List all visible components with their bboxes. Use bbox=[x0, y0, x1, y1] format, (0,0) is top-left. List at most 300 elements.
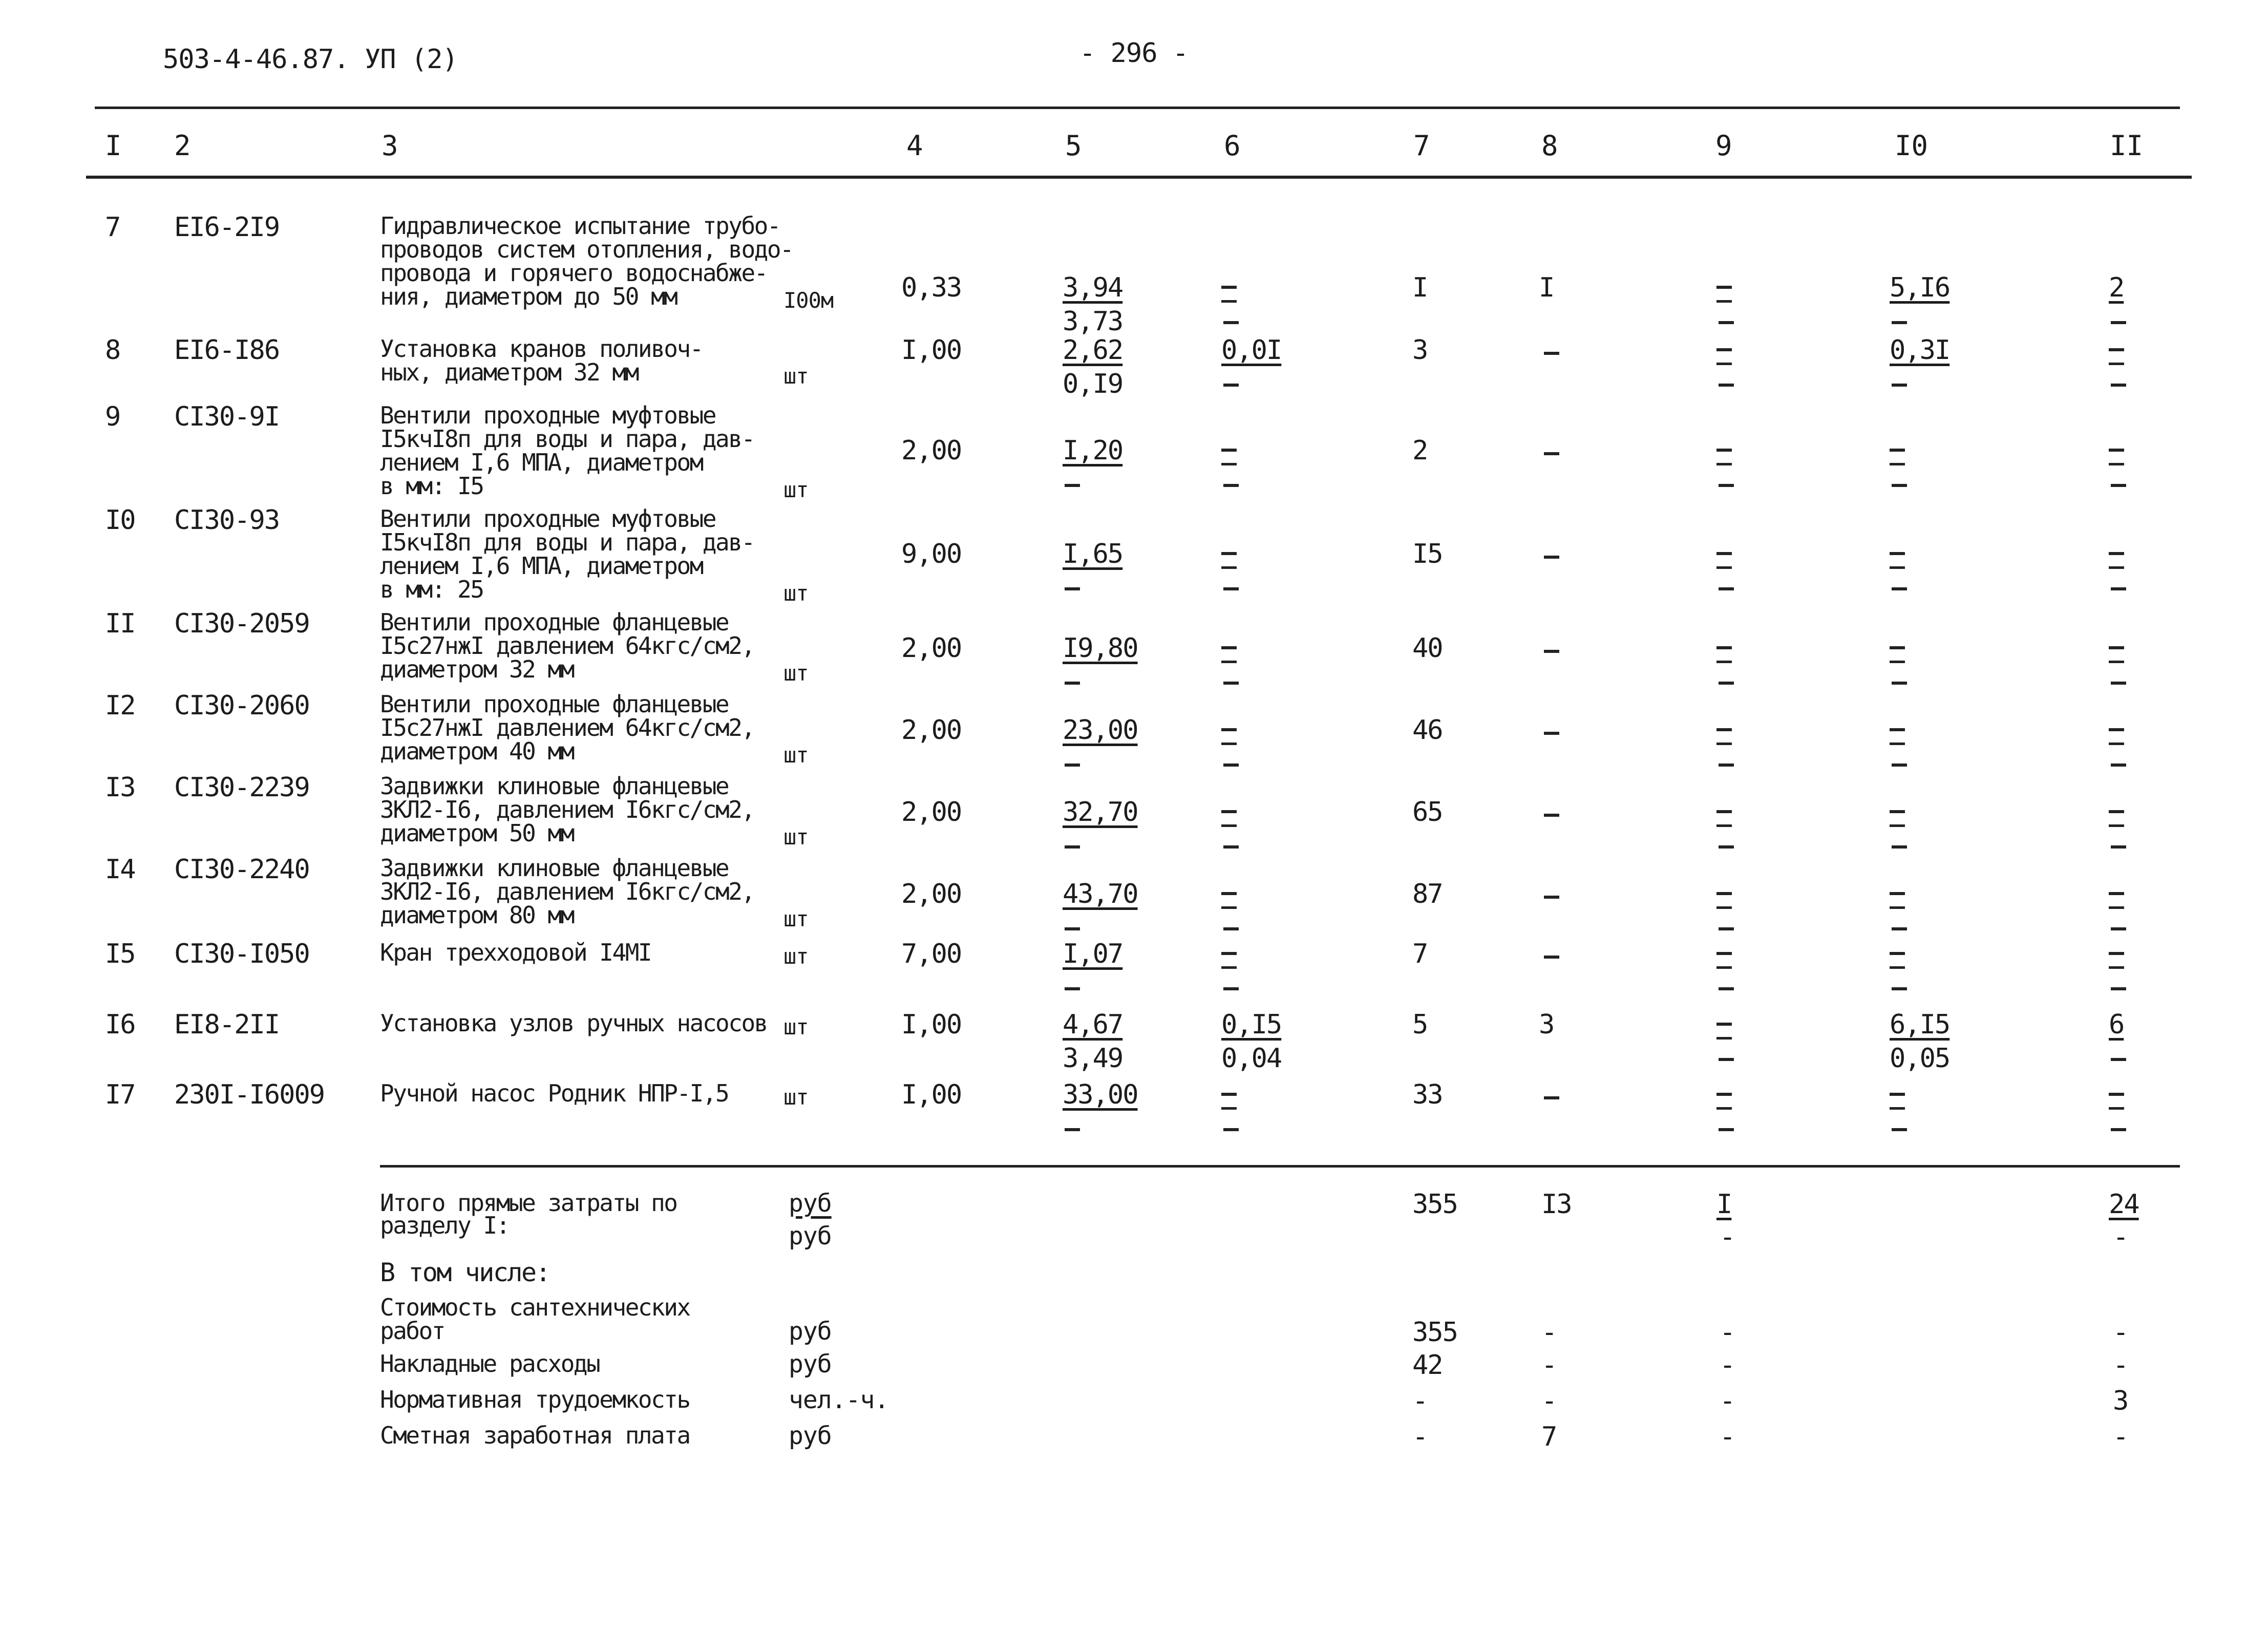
column-header: 8 bbox=[1541, 130, 1558, 162]
col7: I5 bbox=[1412, 539, 1443, 569]
top-rule bbox=[95, 107, 2180, 109]
row-description-line: лением I,6 МПА, диаметром bbox=[380, 552, 703, 580]
col10-dash bbox=[1892, 587, 1907, 590]
col9-top bbox=[1716, 810, 1732, 829]
row-description-line: диаметром 50 мм bbox=[380, 819, 574, 847]
col10-dash bbox=[1890, 952, 1905, 969]
page-number: - 296 - bbox=[1079, 38, 1189, 69]
totals-col7: 355 bbox=[1412, 1189, 1457, 1220]
row-description-line: в мм: 25 bbox=[380, 576, 483, 603]
column-header: II bbox=[2110, 130, 2144, 162]
col8: I bbox=[1539, 272, 1554, 303]
row-number: I3 bbox=[105, 772, 135, 803]
row-code: CI30-2239 bbox=[174, 772, 309, 803]
column-header: 2 bbox=[174, 130, 191, 162]
row-description-line: диаметром 80 мм bbox=[380, 901, 574, 929]
totals-line-c9: - bbox=[1720, 1386, 1735, 1416]
totals-line-label: Накладные расходы bbox=[380, 1350, 600, 1377]
row-unit: I00м bbox=[783, 288, 834, 313]
col11-bottom bbox=[2111, 584, 2126, 592]
col9-dash bbox=[1716, 952, 1732, 969]
col9-dash bbox=[1719, 587, 1734, 590]
row-description-line: I5с27нжI давлением 64кгс/см2, bbox=[380, 632, 754, 660]
col11-dash bbox=[2111, 484, 2126, 487]
col9-bottom bbox=[1719, 1054, 1734, 1063]
row-code: CI30-9I bbox=[174, 401, 280, 432]
col6-bottom: 0,04 bbox=[1221, 1043, 1282, 1074]
col10-top bbox=[1890, 892, 1905, 910]
totals-line-c9: - bbox=[1720, 1350, 1735, 1381]
totals-line-label: Нормативная трудоемкость bbox=[380, 1386, 690, 1413]
totals-line-c7: 42 bbox=[1412, 1350, 1443, 1381]
col8 bbox=[1544, 1093, 1559, 1101]
col10-dash bbox=[1892, 987, 1907, 990]
col11-bottom bbox=[2111, 984, 2126, 992]
col9-dash bbox=[1719, 1128, 1734, 1131]
col9-top bbox=[1716, 892, 1732, 910]
row-description-line: в мм: I5 bbox=[380, 472, 483, 500]
col6-bottom bbox=[1223, 317, 1239, 326]
col10-bottom: 0,05 bbox=[1890, 1043, 1950, 1074]
col6-dash bbox=[1223, 987, 1239, 990]
col5-dash bbox=[1065, 845, 1080, 849]
col5-bottom bbox=[1065, 1125, 1080, 1133]
col6-dash bbox=[1223, 321, 1239, 324]
col11-dash bbox=[2111, 587, 2126, 590]
including-label: В том числе: bbox=[380, 1258, 550, 1287]
col8 bbox=[1544, 552, 1559, 560]
totals-line-c7: - bbox=[1412, 1422, 1428, 1452]
row-quantity: 2,00 bbox=[901, 633, 962, 664]
col7: 5 bbox=[1412, 1009, 1428, 1040]
totals-line-unit: чел.-ч. bbox=[789, 1386, 889, 1414]
col11-dash bbox=[2109, 1093, 2124, 1110]
col6-bottom bbox=[1223, 924, 1239, 932]
row-number: 9 bbox=[105, 401, 120, 432]
col8: 3 bbox=[1539, 1009, 1554, 1040]
col10-top bbox=[1890, 1093, 1905, 1111]
col9-dash bbox=[1716, 552, 1732, 569]
col7: I bbox=[1412, 272, 1428, 303]
col8 bbox=[1544, 348, 1559, 356]
row-description-line: Задвижки клиновые фланцевые bbox=[380, 854, 729, 882]
col11-dash bbox=[2111, 927, 2126, 930]
col9-dash bbox=[1719, 987, 1734, 990]
column-header: 9 bbox=[1715, 130, 1732, 162]
col5-bottom bbox=[1065, 760, 1080, 768]
col9-dash bbox=[1719, 384, 1734, 387]
col8 bbox=[1544, 449, 1559, 457]
col11-dash bbox=[2111, 682, 2126, 685]
col10-dash bbox=[1892, 927, 1907, 930]
col9-dash bbox=[1719, 764, 1734, 767]
totals-label-line: разделу I: bbox=[380, 1212, 509, 1239]
col9-dash bbox=[1716, 1023, 1732, 1040]
col6-bottom bbox=[1223, 480, 1239, 489]
col10-dash bbox=[1890, 1093, 1905, 1110]
row-description-line: ния, диаметром до 50 мм bbox=[380, 283, 677, 310]
col11-top bbox=[2109, 348, 2124, 367]
col11-dash bbox=[2109, 952, 2124, 969]
col11-dash bbox=[2109, 348, 2124, 365]
col5-bottom bbox=[1065, 480, 1080, 489]
totals-line-unit: руб bbox=[789, 1422, 832, 1450]
row-quantity: I,00 bbox=[901, 335, 962, 366]
row-description-line: I5кчI8п для воды и пара, дав- bbox=[380, 425, 754, 453]
totals-line-unit: руб bbox=[789, 1350, 832, 1378]
col8 bbox=[1544, 728, 1559, 736]
col9-bottom bbox=[1719, 380, 1734, 388]
col11-dash bbox=[2109, 646, 2124, 663]
row-number: I4 bbox=[105, 854, 135, 885]
col9-bottom bbox=[1719, 678, 1734, 686]
row-number: I0 bbox=[105, 505, 135, 536]
totals-col11-sub: - bbox=[2113, 1222, 2128, 1253]
col9-top bbox=[1716, 1093, 1732, 1111]
col6-dash bbox=[1223, 1128, 1239, 1131]
col7: 33 bbox=[1412, 1079, 1443, 1110]
col11-dash bbox=[2109, 810, 2124, 827]
column-header: 4 bbox=[906, 130, 923, 162]
col10-top bbox=[1890, 810, 1905, 829]
col6-top bbox=[1221, 552, 1237, 570]
col11-dash bbox=[2111, 384, 2126, 387]
document-code: 503-4-46.87. УП (2) bbox=[163, 44, 458, 75]
col9-top bbox=[1716, 1023, 1732, 1041]
col11-bottom bbox=[2111, 380, 2126, 388]
col5-bottom bbox=[1065, 842, 1080, 850]
col8-dash bbox=[1544, 956, 1559, 959]
col8 bbox=[1544, 810, 1559, 818]
row-description-line: Установка узлов ручных насосов bbox=[380, 1009, 767, 1037]
col6-top bbox=[1221, 952, 1237, 970]
row-unit: шт bbox=[783, 1014, 809, 1040]
col6-dash bbox=[1223, 927, 1239, 930]
col10-top bbox=[1890, 449, 1905, 467]
col8 bbox=[1544, 952, 1559, 960]
col10-dash bbox=[1890, 646, 1905, 663]
col9-dash bbox=[1716, 728, 1732, 745]
totals-line-c8: - bbox=[1541, 1386, 1557, 1416]
col5-top: 4,67 bbox=[1063, 1009, 1123, 1040]
col6-dash bbox=[1221, 892, 1237, 909]
row-unit: шт bbox=[783, 364, 809, 389]
row-quantity: 2,00 bbox=[901, 715, 962, 746]
col5-dash bbox=[1065, 1128, 1080, 1131]
col6-dash bbox=[1223, 682, 1239, 685]
totals-line-c7: - bbox=[1412, 1386, 1428, 1416]
col10-dash bbox=[1892, 682, 1907, 685]
col9-top bbox=[1716, 286, 1732, 304]
col5-dash bbox=[1065, 987, 1080, 990]
col8-dash bbox=[1544, 814, 1559, 817]
col10-top: 6,I5 bbox=[1890, 1009, 1950, 1040]
col8-dash bbox=[1544, 1096, 1559, 1099]
col10-bottom bbox=[1892, 678, 1907, 686]
col7: 40 bbox=[1412, 633, 1443, 664]
totals-line-c11: - bbox=[2113, 1317, 2128, 1348]
col9-dash bbox=[1716, 892, 1732, 909]
col8-dash bbox=[1544, 556, 1559, 559]
row-description-line: Вентили проходные муфтовые bbox=[380, 401, 716, 429]
col9-bottom bbox=[1719, 760, 1734, 768]
totals-line-c9: - bbox=[1720, 1422, 1735, 1452]
col8-dash bbox=[1544, 732, 1559, 735]
row-quantity: 7,00 bbox=[901, 939, 962, 969]
col11-bottom bbox=[2111, 678, 2126, 686]
totals-line-label: Стоимость сантехнических bbox=[380, 1293, 690, 1321]
row-number: I2 bbox=[105, 690, 135, 721]
col10-bottom bbox=[1892, 317, 1907, 326]
col7: 7 bbox=[1412, 939, 1428, 969]
col10-dash bbox=[1890, 552, 1905, 569]
col10-bottom bbox=[1892, 760, 1907, 768]
col9-top bbox=[1716, 449, 1732, 467]
col6-dash bbox=[1223, 484, 1239, 487]
row-number: 7 bbox=[105, 212, 120, 243]
col11-dash bbox=[2109, 728, 2124, 745]
col10-top bbox=[1890, 646, 1905, 665]
header-rule bbox=[86, 176, 2192, 179]
column-header: I0 bbox=[1895, 130, 1928, 162]
col6-top bbox=[1221, 646, 1237, 665]
col6-dash bbox=[1221, 1093, 1237, 1110]
col6-dash bbox=[1221, 952, 1237, 969]
col10-bottom bbox=[1892, 984, 1907, 992]
col5-top: 2,62 bbox=[1063, 335, 1123, 366]
col11-top bbox=[2109, 810, 2124, 829]
col11-top bbox=[2109, 952, 2124, 970]
row-unit: шт bbox=[783, 477, 809, 502]
col9-dash bbox=[1716, 1093, 1732, 1110]
col6-top bbox=[1221, 286, 1237, 304]
col9-bottom bbox=[1719, 1125, 1734, 1133]
col5-bottom bbox=[1065, 584, 1080, 592]
col5-bottom: 0,I9 bbox=[1063, 369, 1123, 399]
col6-top bbox=[1221, 449, 1237, 467]
col11-dash bbox=[2109, 552, 2124, 569]
col5-top: 33,00 bbox=[1063, 1079, 1138, 1110]
col9-top bbox=[1716, 552, 1732, 570]
col11-top bbox=[2109, 728, 2124, 747]
col5-bottom bbox=[1065, 678, 1080, 686]
row-unit: шт bbox=[783, 581, 809, 606]
col8 bbox=[1544, 646, 1559, 654]
col5-dash bbox=[1065, 764, 1080, 767]
col11-bottom bbox=[2111, 760, 2126, 768]
row-code: EI6-2I9 bbox=[174, 212, 280, 243]
col11-dash bbox=[2109, 892, 2124, 909]
totals-col9-sub: - bbox=[1720, 1222, 1735, 1253]
col10-top: 5,I6 bbox=[1890, 272, 1950, 303]
column-header: I bbox=[105, 130, 122, 162]
col6-dash bbox=[1221, 728, 1237, 745]
row-description-line: I5с27нжI давлением 64кгс/см2, bbox=[380, 714, 754, 741]
row-description-line: Ручной насос Родник НПР-I,5 bbox=[380, 1079, 729, 1107]
col10-bottom bbox=[1892, 924, 1907, 932]
row-description-line: диаметром 32 мм bbox=[380, 655, 574, 683]
col11-dash bbox=[2111, 987, 2126, 990]
totals-line-c7: 355 bbox=[1412, 1317, 1457, 1348]
col5-bottom bbox=[1065, 924, 1080, 932]
col9-bottom bbox=[1719, 480, 1734, 489]
col11-dash bbox=[2111, 321, 2126, 324]
col8-dash bbox=[1544, 650, 1559, 653]
col10-bottom bbox=[1892, 584, 1907, 592]
col9-bottom bbox=[1719, 584, 1734, 592]
col11-top: 2 bbox=[2109, 272, 2124, 303]
col5-top: I9,80 bbox=[1063, 633, 1138, 664]
col7: 87 bbox=[1412, 879, 1443, 909]
col11-top bbox=[2109, 449, 2124, 467]
row-number: I5 bbox=[105, 939, 135, 969]
totals-line-c8: 7 bbox=[1541, 1422, 1557, 1452]
col10-bottom bbox=[1892, 380, 1907, 388]
row-unit: шт bbox=[783, 944, 809, 969]
col6-dash bbox=[1221, 449, 1237, 465]
row-description-line: 3КЛ2-I6, давлением I6кгс/см2, bbox=[380, 796, 754, 823]
col11-dash bbox=[2111, 845, 2126, 849]
col7: 65 bbox=[1412, 797, 1443, 828]
row-description-line: Вентили проходные муфтовые bbox=[380, 505, 716, 533]
col10-dash bbox=[1892, 384, 1907, 387]
row-code: EI8-2II bbox=[174, 1009, 280, 1040]
col10-top: 0,3I bbox=[1890, 335, 1950, 366]
col6-top bbox=[1221, 892, 1237, 910]
row-description-line: Задвижки клиновые фланцевые bbox=[380, 772, 729, 800]
col9-top bbox=[1716, 646, 1732, 665]
col6-top bbox=[1221, 1093, 1237, 1111]
row-quantity: 2,00 bbox=[901, 797, 962, 828]
col6-dash bbox=[1221, 286, 1237, 303]
row-number: II bbox=[105, 608, 135, 639]
col6-top bbox=[1221, 728, 1237, 747]
col6-bottom bbox=[1223, 678, 1239, 686]
row-unit: шт bbox=[783, 824, 809, 850]
col5-bottom: 3,49 bbox=[1063, 1043, 1123, 1074]
col5-top: I,20 bbox=[1063, 435, 1123, 466]
col10-dash bbox=[1892, 764, 1907, 767]
row-description-line: Вентили проходные фланцевые bbox=[380, 690, 729, 718]
col7: 46 bbox=[1412, 715, 1443, 746]
totals-line-c9: - bbox=[1720, 1317, 1735, 1348]
col10-bottom bbox=[1892, 1125, 1907, 1133]
column-header: 7 bbox=[1413, 130, 1430, 162]
col5-top: I,65 bbox=[1063, 539, 1123, 569]
row-number: I7 bbox=[105, 1079, 135, 1110]
col7: 3 bbox=[1412, 335, 1428, 366]
col9-dash bbox=[1716, 449, 1732, 465]
col5-bottom: 3,73 bbox=[1063, 306, 1123, 337]
row-code: 230I-I6009 bbox=[174, 1079, 325, 1110]
col5-top: 32,70 bbox=[1063, 797, 1138, 828]
totals-line-c11: 3 bbox=[2113, 1386, 2128, 1416]
col6-bottom bbox=[1223, 584, 1239, 592]
row-description-line: Установка кранов поливоч- bbox=[380, 335, 703, 363]
row-code: CI30-93 bbox=[174, 505, 280, 536]
col5-top: 43,70 bbox=[1063, 879, 1138, 909]
row-description-line: диаметром 40 мм bbox=[380, 737, 574, 765]
col10-dash bbox=[1890, 810, 1905, 827]
col10-dash bbox=[1890, 449, 1905, 465]
col5-top: 3,94 bbox=[1063, 272, 1123, 303]
col9-bottom bbox=[1719, 984, 1734, 992]
col6-bottom bbox=[1223, 380, 1239, 388]
row-quantity: 9,00 bbox=[901, 539, 962, 569]
col5-dash bbox=[1065, 927, 1080, 930]
row-description-line: Гидравлическое испытание трубо- bbox=[380, 212, 780, 240]
col10-dash bbox=[1892, 484, 1907, 487]
col6-dash bbox=[1223, 587, 1239, 590]
totals-label-line: Итого прямые затраты по bbox=[380, 1189, 677, 1217]
row-quantity: 2,00 bbox=[901, 435, 962, 466]
col9-dash bbox=[1719, 321, 1734, 324]
col10-top bbox=[1890, 952, 1905, 970]
row-description-line: I5кчI8п для воды и пара, дав- bbox=[380, 528, 754, 556]
col9-dash bbox=[1719, 927, 1734, 930]
totals-line-label: Сметная заработная плата bbox=[380, 1422, 690, 1449]
col8-dash bbox=[1544, 352, 1559, 355]
row-code: CI30-2060 bbox=[174, 690, 309, 721]
col6-dash bbox=[1221, 810, 1237, 827]
col9-dash bbox=[1716, 286, 1732, 303]
row-code: CI30-2240 bbox=[174, 854, 309, 885]
row-code: EI6-I86 bbox=[174, 335, 280, 366]
row-description-line: Вентили проходные фланцевые bbox=[380, 608, 729, 636]
col10-dash bbox=[1892, 845, 1907, 849]
col6-dash bbox=[1223, 764, 1239, 767]
col11-bottom bbox=[2111, 842, 2126, 850]
totals-unit: руб bbox=[789, 1189, 832, 1218]
totals-line-label: работ bbox=[380, 1317, 444, 1345]
col11-top bbox=[2109, 646, 2124, 665]
column-header: 5 bbox=[1065, 130, 1082, 162]
col11-bottom bbox=[2111, 1054, 2126, 1063]
col11-top bbox=[2109, 1093, 2124, 1111]
col9-dash bbox=[1716, 810, 1732, 827]
col11-top: 6 bbox=[2109, 1009, 2124, 1040]
col9-dash bbox=[1716, 646, 1732, 663]
col7: 2 bbox=[1412, 435, 1428, 466]
col10-dash bbox=[1890, 892, 1905, 909]
col11-bottom bbox=[2111, 1125, 2126, 1133]
col6-top bbox=[1221, 810, 1237, 829]
col11-dash bbox=[2109, 449, 2124, 465]
col9-dash bbox=[1716, 348, 1732, 365]
row-unit: шт bbox=[783, 1085, 809, 1110]
col9-bottom bbox=[1719, 924, 1734, 932]
row-quantity: I,00 bbox=[901, 1079, 962, 1110]
col8-dash bbox=[1544, 452, 1559, 455]
col6-bottom bbox=[1223, 1125, 1239, 1133]
row-description-line: проводов систем отопления, водо- bbox=[380, 236, 793, 263]
col5-dash bbox=[1065, 682, 1080, 685]
totals-col8: I3 bbox=[1541, 1189, 1572, 1220]
col6-dash bbox=[1221, 646, 1237, 663]
col11-bottom bbox=[2111, 480, 2126, 489]
row-description-line: 3КЛ2-I6, давлением I6кгс/см2, bbox=[380, 878, 754, 905]
col9-dash bbox=[1719, 845, 1734, 849]
col5-bottom bbox=[1065, 984, 1080, 992]
column-header: 6 bbox=[1224, 130, 1241, 162]
row-number: 8 bbox=[105, 335, 120, 366]
totals-line-c8: - bbox=[1541, 1317, 1557, 1348]
column-header: 3 bbox=[381, 130, 398, 162]
col10-dash bbox=[1892, 1128, 1907, 1131]
col10-top bbox=[1890, 728, 1905, 747]
col10-dash bbox=[1890, 728, 1905, 745]
col6-top: 0,I5 bbox=[1221, 1009, 1282, 1040]
